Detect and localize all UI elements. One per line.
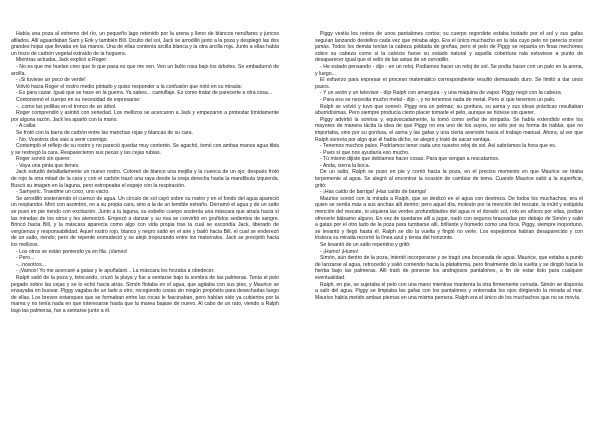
paragraph: Se levantó de un salto repentino y gritó: (320, 242, 411, 248)
right-page (315, 31, 583, 393)
paragraph: Contempló el reflejo de su rostro y no pareció quedar muy contento. Se agachó, tomó con ambas manos agua tibia y se restregó la cara. Reaparecieron sus pecas y las cejas rubias. (11, 143, 279, 156)
paragraph: Volvió hacia Roger el rostro medio pintado y quiso responder a la confusión que notó en su mirada: (16, 83, 243, 90)
paragraph: - No es que me huelan creo que lo que pasa es que me ven. Ven un bulto rosa bajo los árboles. Se embadurnó de arcilla. (11, 63, 279, 77)
paragraph: - A callar. (16, 123, 37, 130)
paragraph: Piggy advirtió la sonrisa y, equivocadamente, la tomó como señal de simpatía. Se había extendido entre los mayores de manera tácita la idea de que Piggy no era uno de los suyos, no sólo por su forma de hablar, que no importaba, sino por su gordura, el asma y las gafas y una cierta aversión hacia el trabajo manual. Ahora, al ver que Ralph sonreía por algo que él había dicho, se alegró y trató de sacar ventaja. (315, 116, 583, 143)
paragraph: -...como las polillas en el tronco de un árbol. (16, 103, 117, 110)
paragraph: - ¡Humo! ¡Humo! (320, 248, 359, 255)
paragraph: - Tú mismo dijiste que debíamos hacer cosas. Para que vengan a rescatarnos. (320, 156, 500, 163)
paragraph: Maurice sonrió con la mirada a Ralph, que se deslizó en el agua con destreza. De todos los muchachos, era el quien se sentía más a sus anchas allí dentro; pero aquel día, molesto por la mención del rescate, la inútil y estúpida mención del rescate, ni siquiera las verdes profundidades del agua ni el dorado sol, roto en añicos por ellas, podían ofrecerle bálsamo alguno. En vez de quedarse allí a jugar, nadó con seguros braceadas por debajo de Simón y salió a gatas por el otro lado de la poza para tumbarse allí, brillante y húmedo como una foca. Piggy, siempre inoportuno, se levantó y llegó hasta él. Ralph se dio la vuelta y fingió no verle. Los espejismos habían desaparecido y con tristeza su mirada recorrió la línea azul y tensa del horizonte. (315, 195, 583, 242)
paragraph: - Pues sí que nos ayudaría eso mucho. (320, 149, 410, 156)
paragraph: - He estado pensando - dijo - en un reloj. Podíamos hacer un reloj de sol. Se podía hacer con un palo en la arena, y luego... (315, 63, 583, 77)
paragraph: El esfuerzo para expresar el proceso matemático correspondiente resultó demasiado duro. Se limitó a dar unos pasos. (315, 77, 583, 90)
paragraph: Ralph, en pie, se sujetaba el pelo con una mano mientras mantenía la otra firmemente cerrada. Simón se disponía a salir del agua. Piggy se limpiaba las gafas con los pantalones y entornaba los ojos dirigiendo la mirada al mar. Maurice había metido ambas piernas en una misma pernera. Ralph era el único de los muchachos que no se movía. (315, 281, 583, 301)
paragraph: Jack estudió detalladamente un nuevo rostro. Coloreó de blanco una mejilla y la cuenca de un ojo; después frotó de rojo la otra mitad de la cara y con el carbón trazó una raya desde la oreja derecha hasta la mandíbula izquierda. Buscó su imagen en la laguna, pero estropeaba el espejo con la respiración. (11, 169, 279, 189)
paragraph: Ralph se volvió y tuvo que sonreír. Piggy era un pelmaz; su gordura, su asma y sus ideas prácticas resultaban aburridísimas. Pero siempre producía cierto placer tomarle el pelo, aunque se hiciese sin querer. (315, 103, 583, 117)
paragraph: Había una poza al extremo del río, un pequeño lago retenido por la arena y lleno de blancos nenúfares y juncos afilados. Allí aguardaban Sam y Erik y también Bill. Oculto del sol, Jack se arrodilló junto a la poza y desplegó las dos grandes hojas que llevaba en las manos. Una de ellas contenía arcilla blanca y la otra arcilla roja. Junto a ellas había un trozo de carbón vegetal extraído de la hoguera. (11, 31, 279, 57)
left-page (11, 31, 279, 393)
paragraph: - Es para cazar. Igual que se hace en la guerra. Ya sabes... camuflaje. Es como tratar de parecerte a otra cosa... (16, 90, 273, 97)
paragraph: Se frotó con la barra de carbón entre las manchas rojas y blancas de su cara. (16, 129, 193, 136)
paragraph: - No. Vosotros dos vais a venir conmigo. (16, 136, 109, 143)
paragraph: De un salto, Ralph se puso en pie y corrió hacia la poza, en el preciso momento en que Maurice se tiraba torpemente al agua. Se alegró al encontrar la ocasión de cambiar de tema. Cuando Maurice salió a la superficie, gritó: (315, 169, 583, 189)
paragraph: Simón, aún dentro de la poza, intentó incorporarse y se tragó una bocanada de agua. Maurice, que estaba a punto de lanzarse al agua, retrocedió y salió corriendo hacia la plataforma, pero finalmente dio la vuelta y se dirigió hacia la hierba bajo las palmeras. Allí trató de ponerse los andrajosos pantalones, a fin de estar listo para cualquier eventualidad. (315, 255, 583, 281)
paragraph: - Para eso se necesita mucho metal - dijo -, y no tenemos nada de metal. Pero sí que tenemos un palo. (320, 96, 556, 103)
paragraph: - Pero... (16, 255, 35, 262)
paragraph: Se arrodilló sosteniendo el cuenco de agua. Un círculo de sol cayó sobre su rostro y en el fondo del agua apareció un resplandor. Miró con asombro, no a su propia cara, sino a la de un temible extraño. Derramó el agua y de un salto se puso en pie riendo con excitación. Junto a la laguna, su esbelto cuerpo sostenía una máscara que atraía hacia sí las miradas de los otros y les atemorizó. Empezó a danzar y su risa se convirtió en gruñidos sedientos de sangre. Brincó hacia Bill, y la máscara aparecía como algo con vida propia tras la cual se escondía Jack, liberado de vergüenza y responsabilidad. Aquel rostro rojo, blanco y negro saltó en el aire y bailó hacia Bill, el cual se enderezó de un salto, riendo; pero de repente enmudeció y se alejó tropezando entre los matorrales. Jack se precipitó hacia los mellizos. (11, 195, 279, 248)
paragraph: - ¡Vamos! Yo me acercaré a gatas y le apuñalaré... La máscara les forzaba a obedecer. (16, 268, 215, 275)
paragraph: - Tenemos muchos palos. Podríamos tener cada uno nuestro reloj de sol. Así sabríamos la hora que es. (320, 143, 557, 150)
paragraph: Roger sonrió sin querer. (16, 156, 71, 163)
paragraph: Mientras actuaba, Jack explicó a Roger: (16, 57, 108, 64)
paragraph: - ¡Has caído de barriga! ¡Has caído de barriga! (320, 189, 427, 196)
paragraph: Contorsionó el cuerpo en su necesidad de expresarse: (16, 96, 141, 103)
paragraph: - Los otros se están poniendo ya en fila. ¡Vamos! (16, 248, 128, 255)
paragraph: - Vaya una pinta que tienes. (16, 162, 80, 169)
paragraph: -...nosotros... (16, 261, 46, 268)
paragraph: Ralph salió de la poza y, brincando, cruzó la playa y fue a sentarse bajo la sombra de las palmeras. Tenía el pelo pegado sobre las cejas y se lo echó hacia atrás. Simón flotaba en el agua, que agitaba con sus pies, y Maurice se ensayaba en bucear. Piggy vagaba de un lado a otro, recogiendo cosas sin ningún propósito para desecharlas luego de ellas. Los breves estanques que se formaban entre las rocas le fascinaban, pero habían sido ya cubiertos por la marea y no tenía nada en que interesarse hasta que la marea bajase de nuevo. Al cabo de un rato, viendo a Ralph bajo las palmeras, fue a sentarse junto a él. (11, 274, 279, 314)
paragraph: - ¡Si tuviese un poco de verde! (16, 77, 86, 84)
paragraph: Roger comprendió y asintió con seriedad. Los mellizos se acercaron a Jack y empezaron a protestar tímidamente por alguna razón. Jack les apartó con la mano. (11, 110, 279, 123)
paragraph: Piggy vestía los restos de unos pantalones cortos; su cuerpo regordete estaba tostado por el sol y sus gafas seguían lanzando destellos cada vez que miraba algo. Era el único muchacho en la isla cuyo pelo no parecía crecer jamás. Todos los demás tenían la cabeza poblada de greñas, pero el pelo de Piggy se repartía en finas mechones sobre su cabeza como si la calvicie fuese su estado natural y aquella cobertura rala estuviese a punto de desaparecer igual que el vello de las astas de un cervatillo. (315, 31, 583, 64)
paragraph: - Y un avión y un televisor - dijo Ralph con amargura - y una máquina de vapor. Piggy negó con la cabeza. (320, 90, 563, 97)
paragraph: - Anda, cierra la boca. (320, 162, 371, 169)
paragraph: - Samyeric. Traedme un coco; uno vacío. (16, 189, 110, 196)
